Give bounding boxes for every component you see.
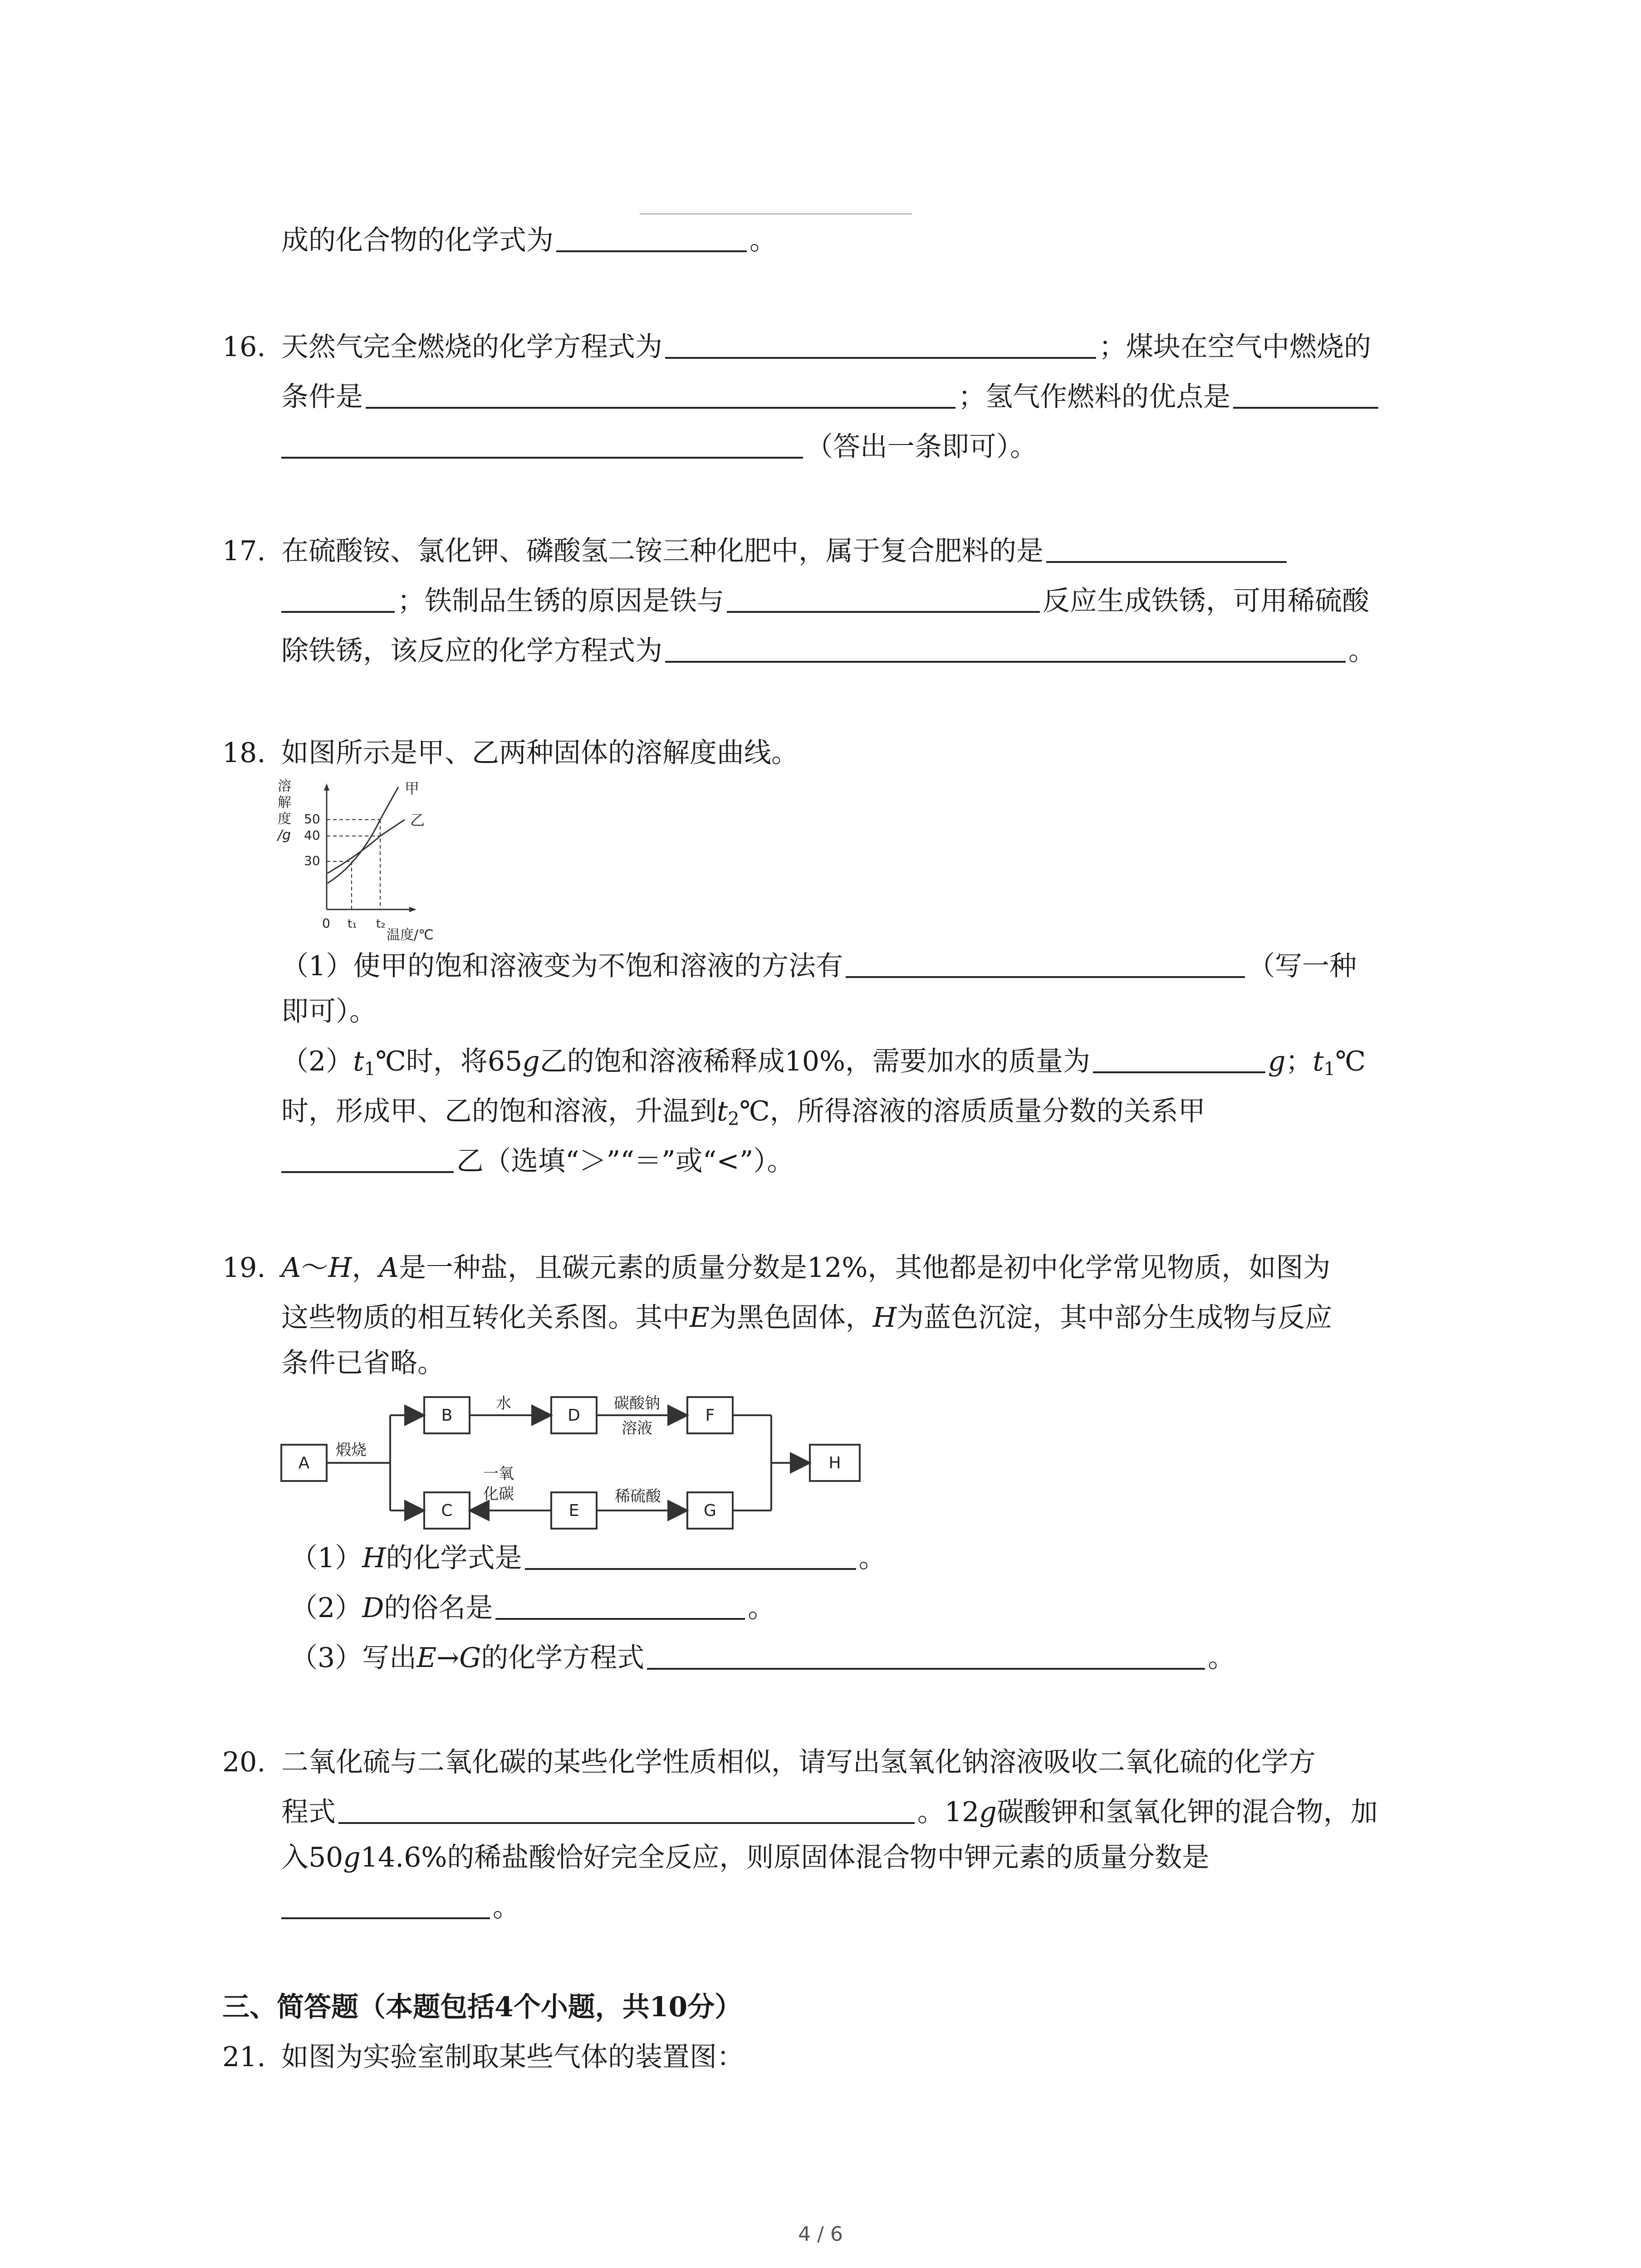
q20-line4: 。 (281, 1889, 520, 1926)
label-water: 水 (496, 1394, 511, 1413)
q17-line1: 在硫酸铵、氯化钾、磷酸氢二铵三种化肥中，属于复合肥料的是 (281, 533, 1289, 569)
answer-blank[interactable] (727, 585, 1040, 613)
x-tick-t2: t₂ (376, 917, 386, 931)
q18-line1: 如图所示是甲、乙两种固体的溶解度曲线。 (281, 737, 798, 769)
q19-number: 19. (222, 1252, 266, 1284)
q19-sub1: （1）H的化学式是 。 (290, 1542, 886, 1574)
curve-label-yi: 乙 (410, 811, 425, 829)
answer-blank[interactable] (556, 224, 747, 252)
answer-blank[interactable] (647, 1642, 1205, 1670)
q15-continuation: 成的化合物的化学式为 。 (281, 225, 777, 256)
curve-yi (328, 820, 405, 873)
label-co-2: 化碳 (483, 1485, 514, 1503)
y-label-4: /g (278, 827, 291, 843)
svg-text:C: C (441, 1501, 453, 1520)
q21-number: 21. (222, 2041, 266, 2073)
x-tick-t1: t₁ (348, 917, 357, 931)
svg-text:B: B (441, 1406, 453, 1425)
solubility-graph (277, 778, 485, 941)
y-label-2: 解 (278, 795, 291, 811)
answer-blank[interactable] (281, 1145, 454, 1173)
answer-blank[interactable] (495, 1592, 745, 1620)
q20-line3: 入50g14.6%的稀盐酸恰好完全反应，则原固体混合物中钾元素的质量分数是 (281, 1842, 1210, 1873)
svg-text:G: G (704, 1501, 716, 1520)
q19-line2: 这些物质的相互转化关系图。其中E为黑色固体，H为蓝色沉淀，其中部分生成物与反应 (281, 1302, 1332, 1334)
q19-sub3: （3）写出E→G的化学方程式 。 (290, 1642, 1235, 1674)
x-axis-label: 温度/℃ (387, 927, 434, 941)
q18-part2-line3: 乙（选填“＞”“＝”或“<”）。 (281, 1143, 794, 1179)
q20-line1: 二氧化硫与二氧化碳的某些化学性质相似，请写出氢氧化钠溶液吸收二氧化硫的化学方 (281, 1746, 1316, 1778)
answer-blank[interactable] (846, 950, 1245, 978)
q17-line3: 除铁锈，该反应的化学方程式为 。 (281, 635, 1376, 667)
origin-label: 0 (322, 916, 330, 931)
q21-line1: 如图为实验室制取某些气体的装置图： (281, 2041, 744, 2073)
header-rule (640, 213, 912, 215)
q19-line1: A～H，A是一种盐，且碳元素的质量分数是12%，其他都是初中化学常见物质，如图为 (281, 1252, 1331, 1284)
curve-label-jia: 甲 (405, 780, 420, 797)
q18-part1-line2: 即可）。 (281, 996, 377, 1027)
curve-jia (328, 787, 398, 883)
answer-blank[interactable] (525, 1542, 856, 1570)
q18-part1-line1: （1）使甲的饱和溶液变为不饱和溶液的方法有 （写一种 (281, 950, 1357, 982)
label-na2co3-1: 碳酸钠 (614, 1394, 660, 1413)
x-axis-arrow (409, 907, 416, 912)
svg-text:H: H (828, 1454, 841, 1472)
svg-text:A: A (298, 1454, 310, 1472)
q16-line3: （答出一条即可）。 (281, 429, 1037, 465)
answer-blank[interactable] (281, 1891, 490, 1919)
q19-line3: 条件已省略。 (281, 1347, 445, 1379)
answer-blank[interactable] (665, 331, 1096, 359)
y-tick-50: 50 (304, 811, 320, 826)
y-label-1: 溶 (278, 778, 291, 794)
label-burn: 煅烧 (336, 1441, 367, 1459)
answer-blank[interactable] (366, 381, 955, 409)
q20-number: 20. (222, 1746, 266, 1778)
page-number: 4 / 6 (798, 2223, 843, 2246)
q19-sub2: （2）D的俗名是 。 (290, 1592, 775, 1624)
y-tick-30: 30 (304, 853, 320, 868)
answer-blank[interactable] (1046, 535, 1287, 563)
q18-part2-line2: 时，形成甲、乙的饱和溶液，升温到$t_2℃$，所得溶液的溶质质量分数的关系甲 (281, 1095, 1205, 1129)
label-co-1: 一氧 (483, 1465, 514, 1483)
label-na2co3-2: 溶液 (622, 1419, 652, 1437)
q16-number: 16. (222, 331, 266, 363)
svg-text:F: F (705, 1406, 715, 1425)
svg-text:E: E (568, 1501, 579, 1520)
y-label-3: 度 (278, 811, 291, 827)
answer-blank[interactable] (665, 635, 1346, 663)
answer-blank[interactable] (1233, 381, 1378, 409)
answer-blank[interactable] (338, 1796, 915, 1824)
y-axis-arrow (324, 783, 329, 791)
q16-line2: 条件是 ；氢气作燃料的优点是 (281, 379, 1381, 415)
q18-part2-line1: $(2)t_1℃$时，将65g乙的饱和溶液稀释成10%，需要加水的质量为 g；$t_1℃$ (281, 1046, 1366, 1080)
answer-blank[interactable] (281, 585, 395, 613)
relation-flowchart (279, 1388, 869, 1538)
q20-line2: 程式 。12g碳酸钾和氢氧化钾的混合物，加 (281, 1796, 1378, 1828)
q17-line2: ；铁制品生锈的原因是铁与 反应生成铁锈，可用稀硫酸 (281, 583, 1369, 619)
y-tick-40: 40 (304, 828, 320, 843)
q17-number: 17. (222, 535, 266, 567)
section-3-title: 三、简答题（本题包括4个小题，共10分） (222, 1991, 742, 2023)
q18-number: 18. (222, 737, 266, 769)
label-h2so4: 稀硫酸 (615, 1487, 661, 1505)
answer-blank[interactable] (1093, 1045, 1265, 1073)
answer-blank[interactable] (281, 430, 803, 459)
q16-line1: 天然气完全燃烧的化学方程式为 ；煤块在空气中燃烧的 (281, 331, 1371, 363)
svg-text:D: D (568, 1406, 580, 1425)
